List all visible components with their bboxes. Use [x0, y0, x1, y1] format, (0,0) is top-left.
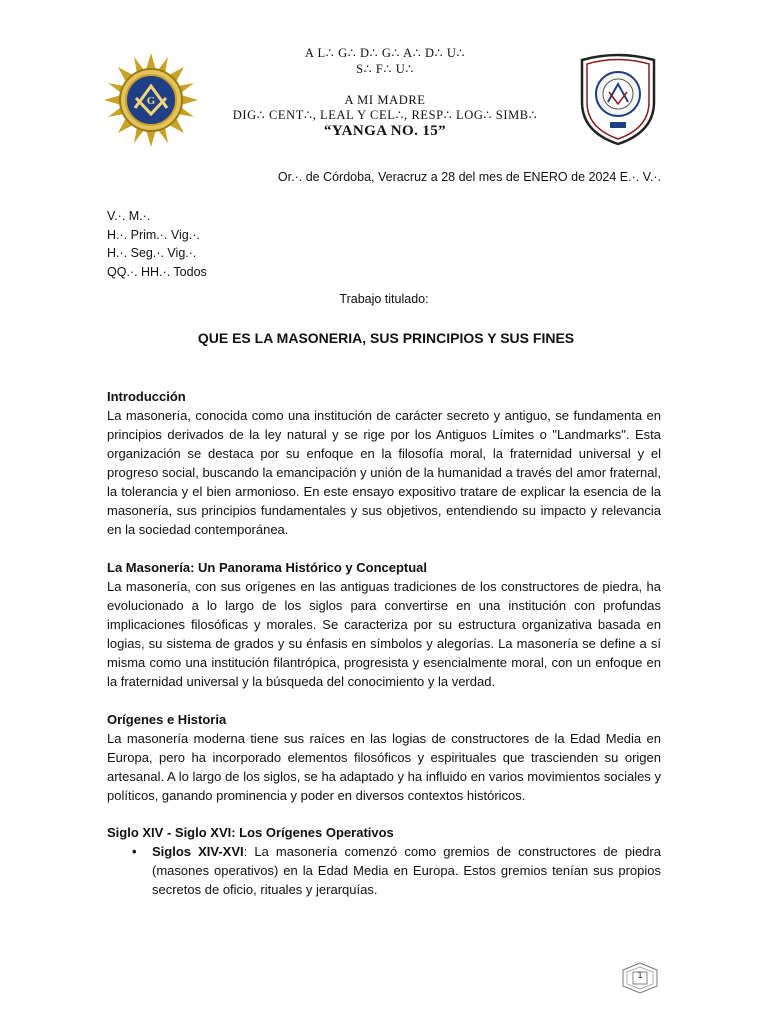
header-dedication: A MI MADRE — [344, 93, 426, 107]
bullet-list — [107, 842, 661, 899]
section-introduction — [107, 387, 661, 539]
masonic-square-compass-icon — [103, 52, 199, 148]
list-item — [107, 842, 661, 899]
recipient-line: QQ.·. HH.·. Todos — [107, 264, 207, 279]
bullet-lead: Siglos XIV-XVI — [152, 844, 244, 859]
section-heading: Introducción — [107, 389, 186, 404]
section-heading: La Masonería: Un Panorama Histórico y Conceptual — [107, 560, 428, 575]
recipient-line: H.·. Prim.·. Vig.·. — [107, 227, 200, 242]
header-invocation: A L∴ G∴ D∴ G∴ A∴ D∴ U∴ — [304, 46, 466, 60]
header-lodge-name: “YANGA NO. 15” — [323, 123, 447, 139]
recipient-line: H.·. Seg.·. Vig.·. — [107, 246, 197, 260]
header-motto: S∴ F∴ U∴ — [356, 62, 414, 76]
svg-text:G: G — [146, 95, 156, 107]
section-heading: Siglo XIV - Siglo XVI: Los Orígenes Operativos — [107, 825, 394, 840]
header-lodge-title: DIG∴ CENT∴, LEAL Y CEL∴, RESP∴ LOG∴ SIMB∴ — [232, 108, 538, 122]
section-heading: Orígenes e Historia — [107, 712, 227, 727]
section-panorama — [107, 558, 661, 691]
section-paragraph: La masonería, conocida como una institución de carácter secreto y antiguo, se fundamenta en principios derivados de la ley natural y se rige por los Antiguos Límites o "Landmarks". Esta organización se destaca por su enfoque en la filosofía moral, la fraternidad universal y el progreso social, buscando la emancipación y unión de la humanidad a través del amor fraternal, la tolerancia y el bien armonioso. En este ensayo expositivo tratare de explicar la esencia de la masonería, sus principios fundamentales y sus objetivos, entendiendo su impacto y relevancia en la sociedad contemporánea. — [107, 408, 661, 537]
work-subtitle: Trabajo titulado: — [339, 292, 429, 306]
date-line: Or.·. de Córdoba, Veracruz a 28 del mes de ENERO de 2024 E.·. V.·. — [277, 170, 661, 184]
recipient-line: V.·. M.·. — [107, 209, 151, 223]
section-paragraph: La masonería moderna tiene sus raíces en las logias de constructores de la Edad Media en Europa, pero ha incorporado elementos filosóficos y espirituales que trascienden su origen artesanal. A lo largo de los siglos, se ha adaptado y ha influido en varios movimientos sociales y políticos, ganando prominencia y poder en diversos contextos históricos. — [107, 731, 661, 803]
section-origenes — [107, 710, 661, 805]
page-number: 1 — [637, 970, 643, 980]
section-siglo — [107, 823, 661, 842]
recipients-block — [107, 207, 207, 281]
bullet-text: : La masonería comenzó como gremios de constructores de piedra (masones operativos) en la Edad Media en Europa. Estos gremios tenían sus propios secretos de oficio, rituales y jerarquías. — [152, 844, 661, 897]
document-title: QUE ES LA MASONERIA, SUS PRINCIPIOS Y SUS FINES — [197, 330, 575, 346]
bullet-icon: • — [132, 844, 137, 859]
lodge-shield-emblem-icon — [576, 50, 660, 146]
section-paragraph: La masonería, con sus orígenes en las antiguas tradiciones de los constructores de piedra, ha evolucionado a lo largo de los siglos para convertirse en una institución con profundas implicaciones filosóficas y morales. Se caracteriza por su estructura organizativa basada en logias, su sistema de grados y su énfasis en símbolos y alegorías. La masonería se define a sí misma como una institución filantrópica, progresista y esencialmente moral, con un enfoque en la fraternidad universal y la búsqueda del conocimiento y la verdad. — [107, 579, 661, 689]
